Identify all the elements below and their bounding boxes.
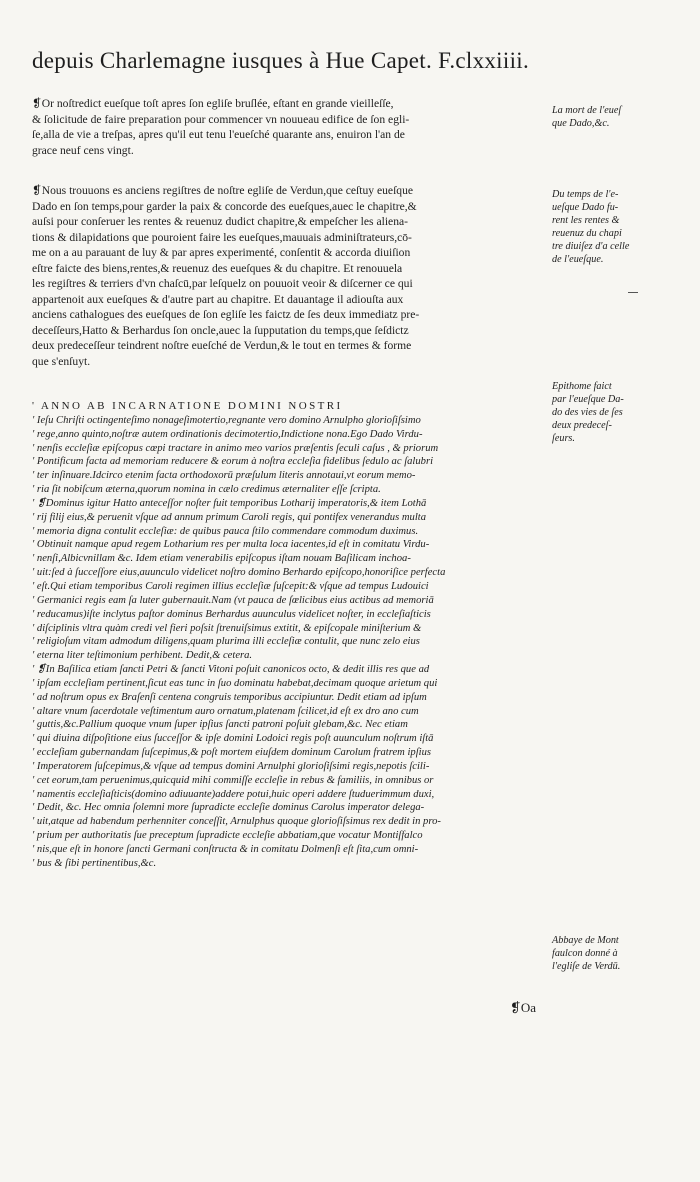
latin-line: ' bus & ſibi pertinentibus,&c. (32, 857, 157, 869)
margin-note-line: Abbaye de Mont (552, 935, 619, 946)
latin-line: ' reducamus)iſte inclytus paſtor dominus Berhardus auunculus videlicet noſter, in eccleſiaſticis (32, 608, 431, 620)
latin-line: ' eccleſiam gubernandam ſuſcepimus,& poſt mortem eiuſdem dominum Carolum fratrem ipſius (32, 747, 431, 759)
margin-note-line: l'egliſe de Verdū. (552, 961, 621, 972)
latin-line: ' ad noſtrum opus ex Braſenſi centena congruis temporibus accipiuntur. Dedit etiam ad ipſum (32, 691, 427, 703)
latin-line: ' Obtinuit namque apud regem Lotharium res per multa loca iacentes,id eſt in comitatu Virdu- (32, 539, 430, 551)
latin-line: ' guttis,&c.Pallium quoque vnum ſuper ipſius ſancti patroni poſuit glebam,&c. Nec etiam (32, 719, 408, 731)
text-line: que s'enſuyt. (32, 354, 91, 368)
latin-line: ' namentis eccleſiaſticis(domino adiuuante)addere potui,huic operi addere ſtuduerimmum duxi, (32, 788, 435, 800)
margin-note-line: par l'eueſque Da- (552, 394, 624, 405)
text-line: anciens cathalogues des eueſques de ſon egliſe les faictz de ſes deux immediatz pre- (32, 308, 420, 321)
running-header: depuis Charlemagne iusques à Hue Capet. F.clxxiiii. (32, 48, 529, 73)
margin-note-line: La mort de l'eueſ (552, 105, 622, 116)
latin-line: ' diſciplinis vltra quàm credi vel fieri poſsit ſtrenuiſsimus extitit, & epiſcopale miniſterium & (32, 622, 422, 634)
margin-note-line: do des vies de ſes (552, 407, 623, 418)
latin-line: ' memoria digna contulit eccleſiæ: de quibus pauca ſtilo commendare commodum duximus. (32, 525, 419, 537)
latin-line: ' ❡Dominus igitur Hatto anteceſſor noſter fuit temporibus Lotharij imperatoris,& item Lothā (32, 497, 427, 509)
text-line: ſe,alla de vie a treſpas, apres qu'il eut tenu l'eueſché quarante ans, enuiron l'an de (32, 128, 405, 141)
text-line: eſtre faicte des biens,rentes,& reuenuz des eueſques & du chapitre. Et renouuela (32, 261, 403, 275)
margin-note-revenues (552, 188, 688, 266)
margin-note-line: Du temps de l'e- (552, 189, 619, 200)
catchword: ❡Oa (510, 1000, 537, 1015)
text-line: grace neuf cens vingt. (32, 143, 134, 157)
text-line: appartenoit aux eueſques & d'autre part au chapitre. Et dauantage il adiouſta aux (32, 292, 404, 306)
margin-note-line: tre diuiſez d'a celle (552, 241, 630, 252)
margin-note-death (552, 104, 688, 130)
margin-note-line: reuenuz du chapi (552, 228, 622, 239)
latin-line: ' nis,que eſt in honore ſancti Germani conſtructa & in comitatu Dolmenſi eſt ſita,cum omni- (32, 844, 419, 855)
latin-line: ' ❡In Baſilica etiam ſancti Petri & ſancti Vitoni poſuit canonicos octo, & dedit illis res que ad (32, 664, 430, 676)
text-line: me on a au parauant de luy & par apres experimenté, conſentit & accorda diuiſion (32, 246, 411, 259)
latin-line: ' ANNO AB INCARNATIONE DOMINI NOSTRI (32, 400, 343, 412)
latin-epitome-text (32, 400, 548, 871)
margin-note-line: ueſque Dado fu- (552, 202, 619, 213)
latin-line: ' Imperatorem ſuſcepimus,& vſque ad tempus domini Arnulphi glorioſiſsimi regis,nepotis ſcili- (32, 760, 430, 772)
margin-note-line: deux predeceſ- (552, 420, 612, 431)
latin-line: ' cet eorum,tam peruenimus,quicquid mihi commiſſe eccleſie in rebus & familiis, in omnibus or (32, 774, 434, 786)
margin-note-line: faulcon donné à (552, 948, 618, 959)
text-line: ❡Or noſtredict eueſque toſt apres ſon egliſe bruſlée, eſtant en grande vieilleſſe, (32, 97, 394, 110)
latin-line: ' Dedit, &c. Hec omnia ſolemni more ſupradicte eccleſie dominus Carolus imperator delega- (32, 802, 425, 814)
latin-line: ' ipſam eccleſiam pertinent,ſicut eas tunc in ſuo dominatu habebat,decimam quoque arietum qui (32, 677, 438, 689)
margin-note-line: que Dado,&c. (552, 118, 610, 129)
paragraph-death-of-dado (32, 96, 540, 158)
latin-line: ' nenſi,Albicvnillam &c. Idem etiam venerabilis epiſcopus iſtam nouam Baſilicam inchoa- (32, 553, 411, 565)
text-line: deux predeceſſeur teindrent noſtre eueſché de Verdun,& le tout en termes & forme (32, 339, 412, 352)
latin-line: ' eſt.Qui etiam temporibus Caroli regimen illius eccleſiæ ſuſcepit:& vſque ad tempus Ludouici (32, 580, 429, 592)
margin-note-line: ſeurs. (552, 433, 575, 444)
latin-line: ' rege,anno quinto,noſtræ autem ordinationis decimotertio,Indictione nona.Ego Dado Virdu- (32, 428, 423, 440)
latin-line: ' uit:ſed à ſucceſſore eius,auunculo videlicet noſtro domino Berhardo epiſcopo,honoriſice perfecta (32, 567, 446, 579)
margin-note-line: Epithome faict (552, 381, 612, 392)
latin-line: ' altare vnum ſacerdotale veſtimentum auro ornatum,platenam ſcilicet,id eſt ex dro ano cum (32, 705, 419, 717)
text-line: Dado en ſon temps,pour garder la paix & concorde des eueſques,auec le chapitre,& (32, 199, 417, 213)
text-line: tions & dilapidations que pouroient faire les eueſques,mauuais adminiſtrateurs,cō- (32, 230, 412, 244)
latin-line: ' eterna liter teſtimonium perhibent. Dedit,& cetera. (32, 650, 253, 662)
latin-line: ' nenſis eccleſiæ epiſcopus cœpi tractare in animo meo varios præſentis ſeculi caſus , & priorum (32, 442, 439, 454)
latin-line: ' Germanici regis eam ſa luter gubernauit.Nam (vt pauca de ſœlicibus eius actibus ad memoriā (32, 594, 434, 606)
latin-line: ' ria ſit nobiſcum æterna,quorum nomina in cælo credimus æternaliter eſſe ſcripta. (32, 484, 381, 496)
margin-note-epitome (552, 380, 688, 445)
latin-line: ' qui diuina diſpoſitione eius ſucceſſor & ipſe domini Lodoici regis poſt auunculum noſtrum iſtā (32, 733, 434, 745)
latin-line: ' ter inſinuare.Idcirco etenim facta orthodoxorū præſulum literis annotaui,vt eorum memo- (32, 470, 416, 482)
paragraph-division-of-revenues (32, 183, 540, 369)
latin-line: ' prium per authoritatis ſue preceptum ſupradicte eccleſie abbatiam,que vocatur Montiſfalco (32, 830, 423, 842)
latin-line: ' Pontificum facta ad memoriam reducere & eorum à noſtra eccleſia fidelibus ſedulo ac ſalubri (32, 456, 434, 468)
text-line: ❡Nous trouuons es anciens regiſtres de noſtre egliſe de Verdun,que ceſtuy eueſque (32, 184, 414, 197)
margin-dash (628, 292, 638, 293)
margin-note-line: de l'eueſque. (552, 254, 604, 265)
latin-line: ' rij filij eius,& peruenit vſque ad annum primum Caroli regis, qui pontifex venerandus multa (32, 511, 427, 523)
text-line: & ſolicitude de faire preparation pour commencer vn nouueau edifice de ſon egli- (32, 112, 410, 126)
text-line: les regiſtres & terriers d'vn chaſcū,par leſquelz on pouuoit veoir & diſcerner ce qui (32, 277, 413, 290)
latin-line: ' religioſum vitam admodum diligens,quam plurima illi eccleſiæ contulit, que nunc zelo eius (32, 636, 420, 648)
margin-note-line: rent les rentes & (552, 215, 620, 226)
margin-note-abbey (552, 934, 688, 973)
latin-line: ' Ieſu Chriſti octingenteſimo nonageſimotertio,regnante vero domino Arnulpho glorioſiſsimo (32, 414, 421, 426)
text-line: auſsi pour conſeruer les rentes & reuenuz dudict chapitre,& empeſcher les aliena- (32, 215, 408, 228)
text-line: deceſſeurs,Hatto & Berhardus ſon oncle,auec la ſupputation du temps,que ſeſdictz (32, 323, 409, 337)
latin-line: ' uit,atque ad habendum perhenniter conceſſit, Arnulphus quoque glorioſiſsimus rex dedit in pro- (32, 816, 441, 828)
